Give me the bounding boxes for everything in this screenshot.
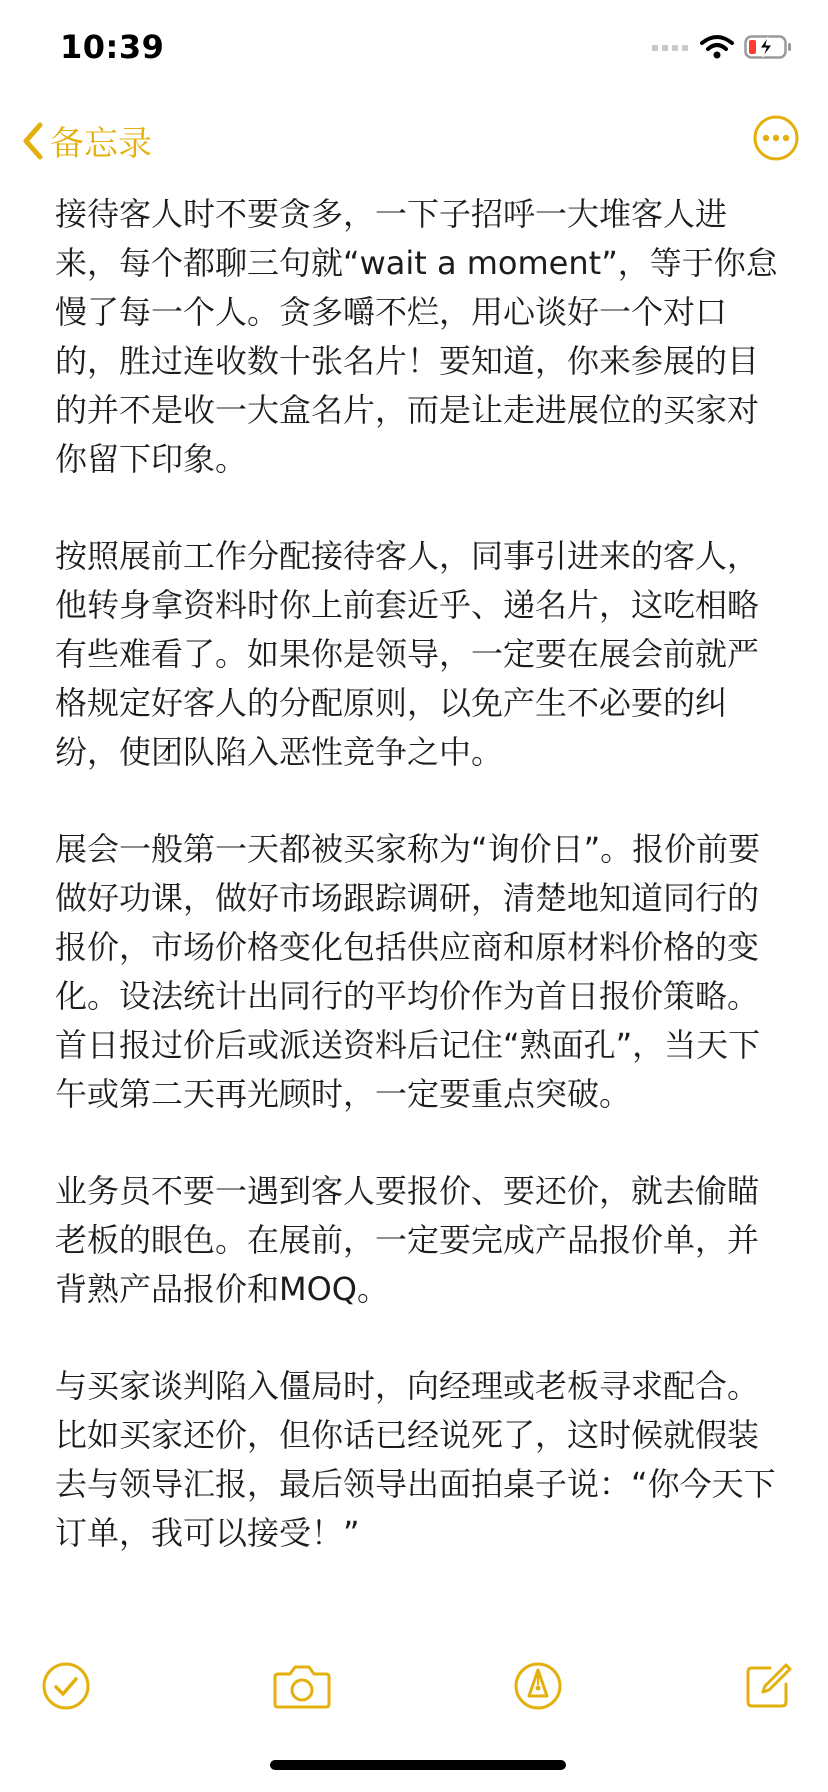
back-button[interactable]: [22, 116, 152, 165]
compose-icon: [742, 1660, 794, 1712]
note-paragraph-4[interactable]: 业务员不要一遇到客人要报价、要还价，就去偷瞄老板的眼色。在展前，一定要完成产品报价单，并背熟产品报价和MOQ。: [55, 1172, 760, 1308]
back-label: 备忘录: [50, 124, 152, 164]
status-icons: [652, 34, 792, 60]
wifi-icon: [700, 34, 734, 60]
more-options-button[interactable]: [752, 114, 800, 162]
checklist-button[interactable]: [40, 1660, 92, 1712]
note-paragraph-2[interactable]: 按照展前工作分配接待客人，同事引进来的客人，他转身拿资料时你上前套近乎、递名片，这吃相略有些难看了。如果你是领导，一定要在展会前就严格规定好客人的分配原则，以免产生不必要的纠纷，使团队陷入恶性竞争之中。: [55, 537, 760, 771]
home-indicator[interactable]: [270, 1760, 566, 1770]
note-paragraph-3[interactable]: 展会一般第一天都被买家称为“询价日”。报价前要做好功课，做好市场跟踪调研，清楚地知道同行的报价，市场价格变化包括供应商和原材料价格的变化。设法统计出同行的平均价作为首日报价策略。首日报过价后或派送资料后记住“熟面孔”，当天下午或第二天再光顾时，一定要重点突破。: [55, 830, 761, 1113]
pen-tip-circle-icon: [512, 1660, 564, 1712]
status-time: 10:39: [60, 28, 165, 66]
markup-button[interactable]: [512, 1660, 564, 1712]
navigation-bar: [0, 100, 828, 186]
ellipsis-circle-icon: [752, 114, 800, 162]
status-bar: [0, 0, 828, 100]
camera-icon: [272, 1660, 332, 1712]
bottom-toolbar: [0, 1660, 828, 1730]
battery-charging-icon: [744, 34, 792, 60]
compose-button[interactable]: [742, 1660, 794, 1712]
note-paragraph-1[interactable]: 接待客人时不要贪多，一下子招呼一大堆客人进来，每个都聊三句就“wait a moment”，等于你怠慢了每一个人。贪多嚼不烂，用心谈好一个对口的，胜过连收数十张名片！要知道，你来参展的目的并不是收一大盒名片，而是让走进展位的买家对你留下印象。: [55, 195, 778, 478]
chevron-left-icon: [22, 122, 44, 160]
checkmark-circle-icon: [40, 1660, 92, 1712]
camera-button[interactable]: [272, 1660, 332, 1712]
note-paragraph-5[interactable]: 与买家谈判陷入僵局时，向经理或老板寻求配合。比如买家还价，但你话已经说死了，这时候就假装去与领导汇报，最后领导出面拍桌子说：“你今天下订单，我可以接受！”: [55, 1367, 776, 1552]
cellular-signal-icon: [652, 40, 690, 54]
note-body[interactable]: [55, 190, 785, 1630]
